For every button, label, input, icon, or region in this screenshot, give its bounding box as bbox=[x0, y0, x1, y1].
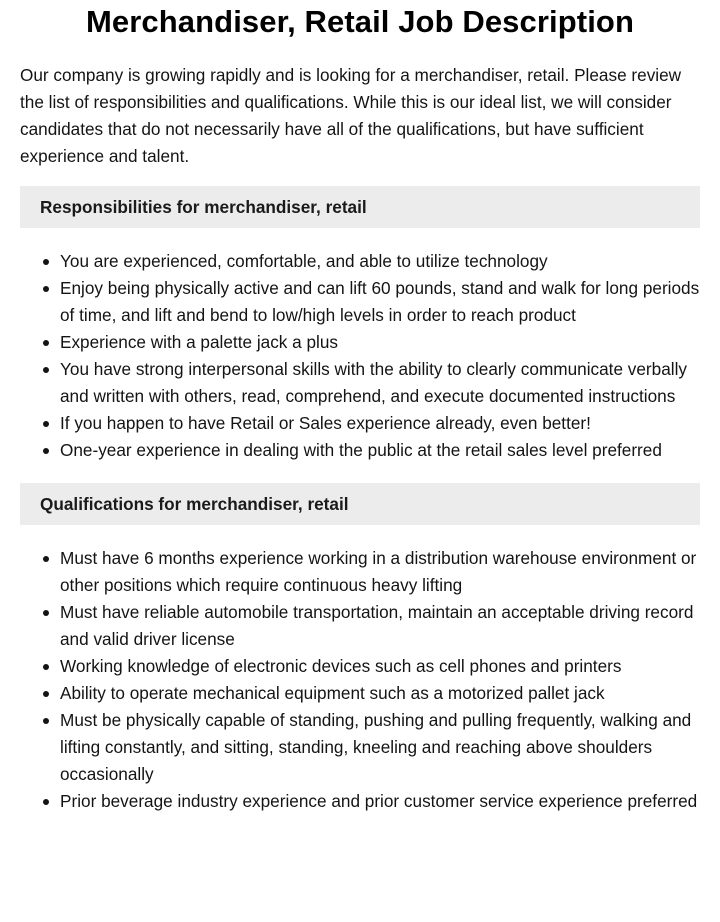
list-item: Enjoy being physically active and can lift 60 pounds, stand and walk for long periods of time, and lift and bend to low/high levels in order to reach product bbox=[60, 275, 700, 329]
list-item: Ability to operate mechanical equipment such as a motorized pallet jack bbox=[60, 680, 700, 707]
list-item: If you happen to have Retail or Sales experience already, even better! bbox=[60, 410, 700, 437]
qualifications-header bbox=[20, 483, 700, 525]
list-item: You have strong interpersonal skills with the ability to clearly communicate verbally and written with others, read, comprehend, and execute documented instructions bbox=[60, 356, 700, 410]
list-item: Must have 6 months experience working in a distribution warehouse environment or other positions which require continuous heavy lifting bbox=[60, 545, 700, 599]
qualifications-list bbox=[20, 545, 700, 815]
list-item: One-year experience in dealing with the public at the retail sales level preferred bbox=[60, 437, 700, 464]
qualifications-heading: Qualifications for merchandiser, retail bbox=[40, 494, 349, 514]
list-item: Prior beverage industry experience and prior customer service experience preferred bbox=[60, 788, 700, 815]
list-item: You are experienced, comfortable, and able to utilize technology bbox=[60, 248, 700, 275]
page-title: Merchandiser, Retail Job Description bbox=[86, 4, 634, 39]
responsibilities-list bbox=[20, 248, 700, 464]
list-item: Must have reliable automobile transportation, maintain an acceptable driving record and valid driver license bbox=[60, 599, 700, 653]
list-item: Must be physically capable of standing, pushing and pulling frequently, walking and lifting constantly, and sitting, standing, kneeling and reaching above shoulders occasionally bbox=[60, 707, 700, 788]
list-item: Working knowledge of electronic devices such as cell phones and printers bbox=[60, 653, 700, 680]
intro-paragraph: Our company is growing rapidly and is looking for a merchandiser, retail. Please review the list of responsibilities and qualifications. While this is our ideal list, we will consider candidates that do not necessarily have all of the qualifications, but have sufficient experience and talent. bbox=[20, 65, 682, 166]
responsibilities-heading: Responsibilities for merchandiser, retail bbox=[40, 197, 367, 217]
list-item: Experience with a palette jack a plus bbox=[60, 329, 700, 356]
responsibilities-header bbox=[20, 186, 700, 228]
